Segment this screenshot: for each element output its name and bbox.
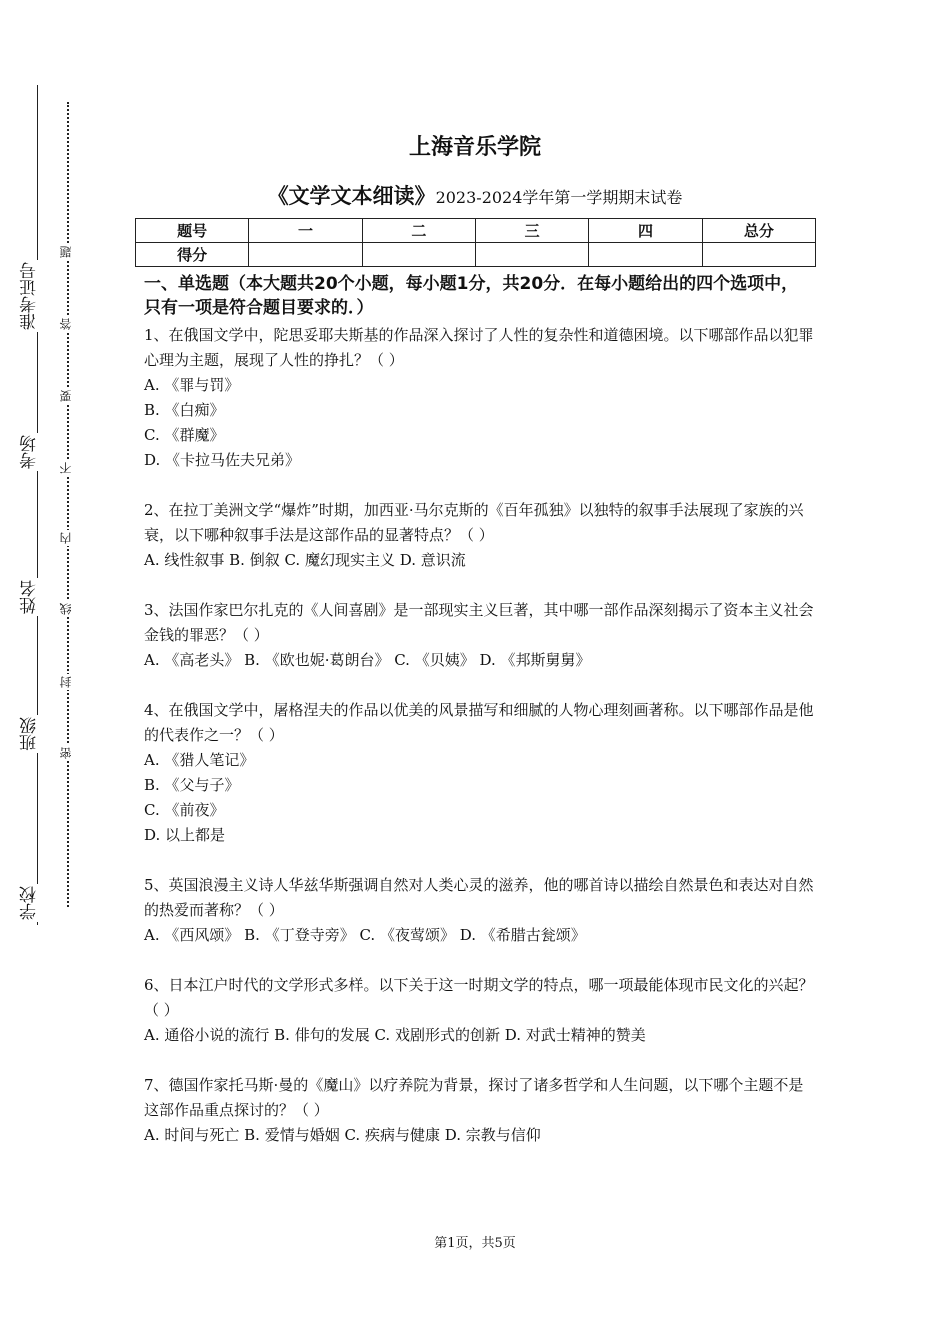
option-c: C. 《群魔》 xyxy=(144,426,225,444)
seal-dotted-line xyxy=(67,102,69,907)
question-4 xyxy=(144,698,814,848)
question-6 xyxy=(144,973,814,1048)
option-b: B. 《白痴》 xyxy=(144,401,225,419)
course-name: 《文学文本细读》 xyxy=(267,184,436,208)
option-a: A. 《猎人笔记》 xyxy=(144,751,255,769)
question-1 xyxy=(144,323,814,473)
question-stem: 5、英国浪漫主义诗人华兹华斯强调自然对人类心灵的滋养，他的哪首诗以描绘自然景色和表达对自然的热爱而著称？（ ） xyxy=(144,876,814,919)
question-options: A. 线性叙事 B. 倒叙 C. 魔幻现实主义 D. 意识流 xyxy=(144,551,466,569)
score-cell xyxy=(589,243,702,267)
option-a: A. 《罪与罚》 xyxy=(144,376,240,394)
table-header-cell: 题号 xyxy=(136,219,249,243)
seal-char: 内 xyxy=(59,532,73,544)
question-options: A. 《高老头》 B. 《欧也妮·葛朗台》 C. 《贝姨》 D. 《邦斯舅舅》 xyxy=(144,651,591,669)
score-table-header-row xyxy=(136,219,816,243)
question-3 xyxy=(144,598,814,673)
question-stem: 3、法国作家巴尔扎克的《人间喜剧》是一部现实主义巨著，其中哪一部作品深刻揭示了资本主义社会金钱的罪恶？（ ） xyxy=(144,601,814,644)
section-heading: 一、单选题（本大题共20个小题，每小题1分，共20分．在每小题给出的四个选项中，只有一项是符合题目要求的．） xyxy=(144,274,799,318)
question-stem: 1、在俄国文学中，陀思妥耶夫斯基的作品深入探讨了人性的复杂性和道德困境。以下哪部作品以犯罪心理为主题，展现了人性的挣扎？（ ） xyxy=(144,326,814,369)
school-title: 上海音乐学院 xyxy=(408,135,541,160)
score-cell xyxy=(362,243,475,267)
table-header-cell: 二 xyxy=(362,219,475,243)
score-cell xyxy=(702,243,815,267)
question-2 xyxy=(144,498,814,573)
score-row-label: 得分 xyxy=(136,243,249,267)
question-options: A. 时间与死亡 B. 爱情与婚姻 C. 疾病与健康 D. 宗教与信仰 xyxy=(144,1126,541,1144)
exam-content xyxy=(144,272,814,1173)
page-number: 第1页，共5页 xyxy=(434,1236,516,1251)
seal-char: 要 xyxy=(59,390,73,402)
score-cell xyxy=(475,243,588,267)
question-stem: 7、德国作家托马斯·曼的《魔山》以疗养院为背景，探讨了诸多哲学和人生问题，以下哪个主题不是这部作品重点探讨的？（ ） xyxy=(144,1076,804,1119)
school-label: 学校 xyxy=(20,886,40,920)
question-stem: 4、在俄国文学中，屠格涅夫的作品以优美的风景描写和细腻的人物心理刻画著称。以下哪部作品是他的代表作之一？（ ） xyxy=(144,701,814,744)
seal-char: 线 xyxy=(59,603,73,615)
option-d: D. 《卡拉马佐夫兄弟》 xyxy=(144,451,301,469)
question-7 xyxy=(144,1073,814,1148)
score-cell xyxy=(249,243,362,267)
question-stem: 6、日本江户时代的文学形式多样。以下关于这一时期文学的特点，哪一项最能体现市民文化的兴起？（ ） xyxy=(144,976,814,1019)
question-options: A. 通俗小说的流行 B. 俳句的发展 C. 戏剧形式的创新 D. 对武士精神的赞美 xyxy=(144,1026,646,1044)
question-stem: 2、在拉丁美洲文学“爆炸”时期，加西亚·马尔克斯的《百年孤独》以独特的叙事手法展现了家族的兴衰，以下哪种叙事手法是这部作品的显著特点？（ ） xyxy=(144,501,804,544)
option-b: B. 《父与子》 xyxy=(144,776,240,794)
seal-char: 不 xyxy=(59,462,73,474)
seal-char: 密 xyxy=(59,747,73,759)
exam-room-label: 考场 xyxy=(20,435,40,469)
seal-char: 题 xyxy=(59,246,73,258)
seal-char: 答 xyxy=(59,318,73,330)
term-text: 2023-2024学年第一学期期末试卷 xyxy=(435,188,683,207)
table-header-cell: 一 xyxy=(249,219,362,243)
name-label: 姓名 xyxy=(20,580,40,614)
question-5 xyxy=(144,873,814,948)
binding-line xyxy=(37,85,38,925)
exam-title xyxy=(0,180,950,210)
option-c: C. 《前夜》 xyxy=(144,801,225,819)
score-table-score-row xyxy=(136,243,816,267)
class-label: 班级 xyxy=(20,717,40,751)
table-header-cell: 四 xyxy=(589,219,702,243)
score-table xyxy=(135,218,816,267)
exam-number-label: 准考证号 xyxy=(20,262,40,330)
option-d: D. 以上都是 xyxy=(144,826,226,844)
table-header-cell: 总分 xyxy=(702,219,815,243)
question-options: A. 《西风颂》 B. 《丁登寺旁》 C. 《夜莺颂》 D. 《希腊古瓮颂》 xyxy=(144,926,586,944)
table-header-cell: 三 xyxy=(475,219,588,243)
seal-char: 封 xyxy=(59,676,73,688)
